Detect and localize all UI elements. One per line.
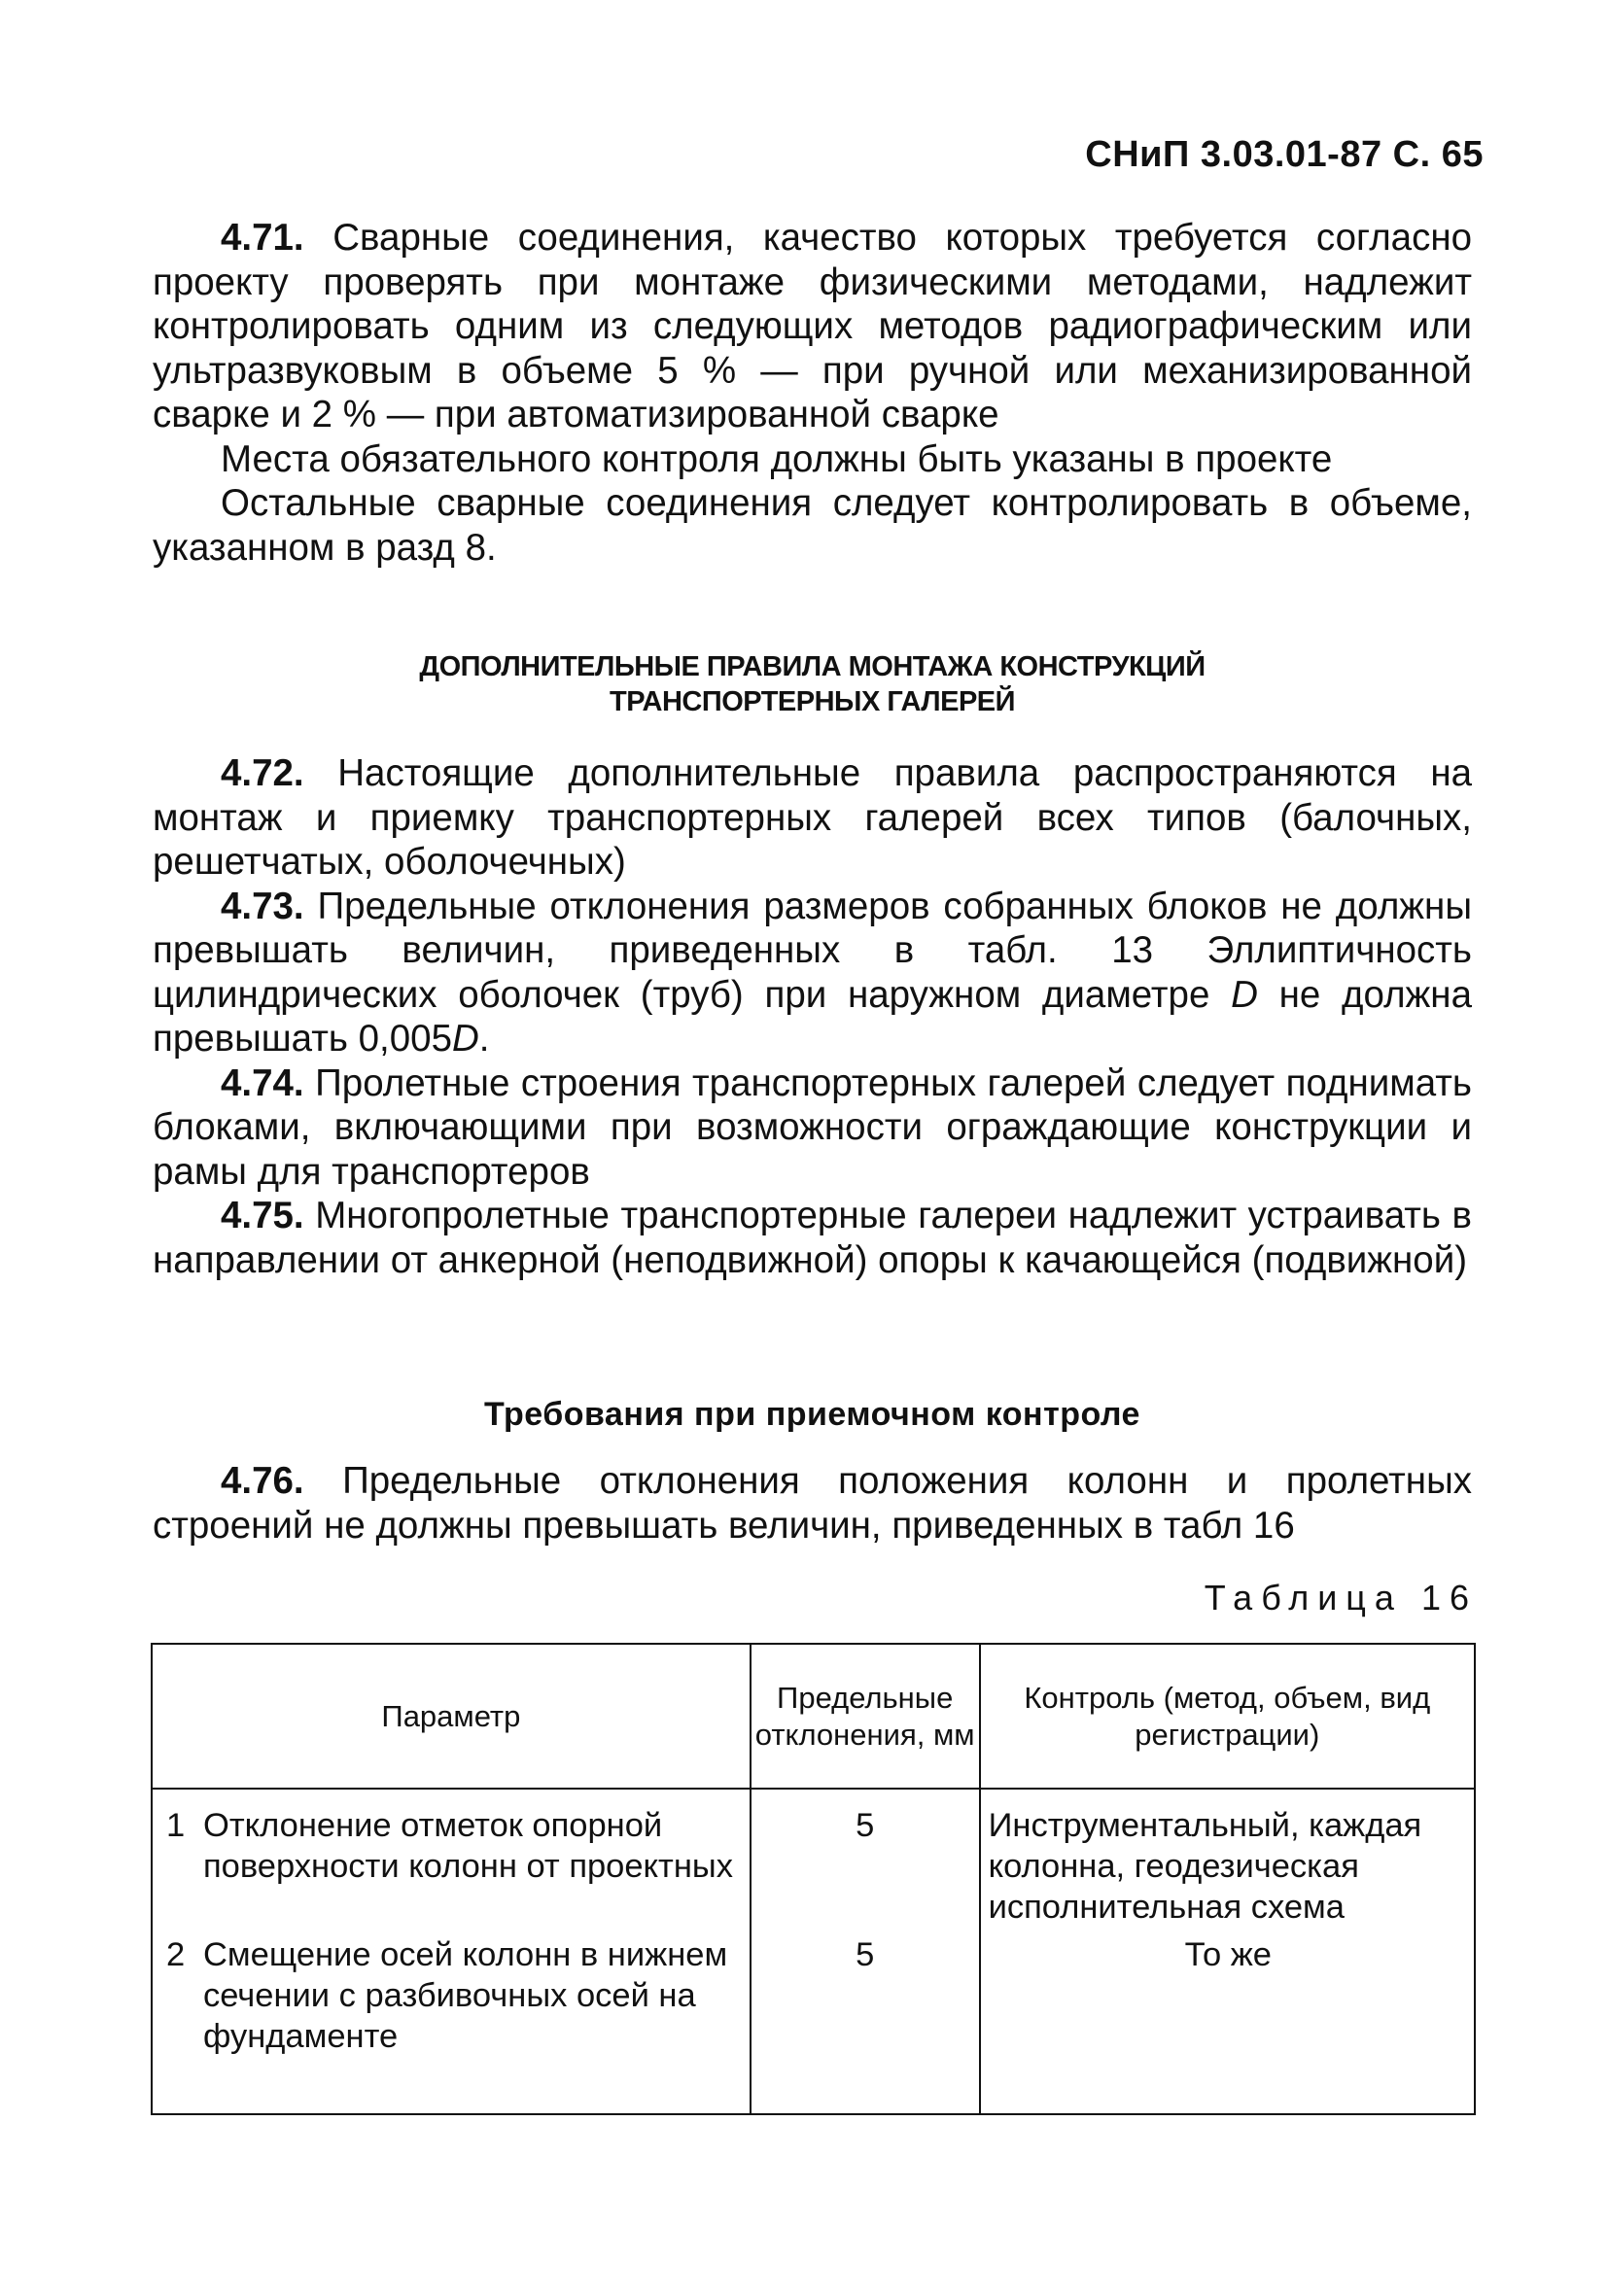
paragraph-text: Настоящие дополнительные правила распространяются на монтаж и приемку транспортерных галерей всех типов (балочных, решетчатых, оболочечных) <box>153 752 1472 883</box>
paragraph-text: . <box>478 1018 490 1060</box>
variable-d: D <box>1231 973 1258 1016</box>
paragraph-4-76 <box>153 1459 1472 1548</box>
row-index: 2 <box>166 1936 186 1973</box>
param-text: Смещение осей колонн в нижнем сечении с разбивочных осей на фундаменте <box>203 1936 728 2055</box>
paragraph-text: Остальные сварные соединения следует контролировать в объеме, указанном в разд 8. <box>153 482 1472 569</box>
paragraph-text: Многопролетные транспортерные галереи надлежит устраивать в направлении от анкерной (неподвижной) опоры к качающейся (подвижной) <box>153 1195 1472 1281</box>
clause-number: 4.76. <box>221 1460 304 1502</box>
row-index: 1 <box>166 1807 186 1844</box>
paragraph-text: Предельные отклонения положения колонн и пролетных строений не должны превышать величин, приведенных в табл 16 <box>153 1460 1472 1547</box>
header-control: Контроль (метод, объем, вид регистрации) <box>980 1644 1475 1789</box>
header-param: Параметр <box>152 1644 751 1789</box>
table-16 <box>151 1643 1476 2115</box>
paragraph-4-75 <box>153 1194 1472 1282</box>
clause-number: 4.71. <box>221 217 304 259</box>
table-row <box>152 1789 1475 1933</box>
paragraph-text: не должна превышать 0,005 <box>153 973 1472 1060</box>
paragraph-text: Предельные отклонения размеров собранных блоков не должны превышать величин, приведенных в табл. 13 Эллиптичность цилиндрических оболочек (труб) при наружном диаметре <box>153 885 1472 1016</box>
variable-d: D <box>451 1018 479 1060</box>
subheading: Требования при приемочном контроле <box>484 1396 1140 1433</box>
section-4-71 <box>153 216 1472 570</box>
paragraph-4-74 <box>153 1061 1472 1195</box>
paragraph-text: Места обязательного контроля должны быть указаны в проекте <box>221 437 1333 480</box>
running-head: СНиП 3.03.01-87 С. 65 <box>1085 134 1484 175</box>
paragraph-4-73 <box>153 885 1472 1061</box>
heading-line: ДОПОЛНИТЕЛЬНЫЕ ПРАВИЛА МОНТАЖА КОНСТРУКЦИЙ <box>419 651 1206 682</box>
table-header-row <box>152 1644 1475 1789</box>
table-row <box>152 1933 1475 2114</box>
clause-number: 4.72. <box>221 752 304 794</box>
paragraph-text: Пролетные строения транспортерных галерей следует поднимать блоками, включающими при возможности ограждающие конструкции и рамы для транспортеров <box>153 1061 1472 1193</box>
clause-number: 4.75. <box>221 1195 304 1236</box>
param-cell <box>152 1933 751 2114</box>
sections-4-72-4-75 <box>153 751 1472 1282</box>
paragraph-4-71 <box>153 216 1472 437</box>
param-cell <box>152 1789 751 1933</box>
clause-number: 4.73. <box>221 885 304 927</box>
control-cell: То же <box>980 1933 1475 2114</box>
header-deviation: Предельные отклонения, мм <box>751 1644 980 1789</box>
param-text: Отклонение отметок опорной поверхности колонн от проектных <box>203 1807 733 1885</box>
control-cell: Инструментальный, каждая колонна, геодезическая исполнительная схема <box>980 1789 1475 1933</box>
clause-number: 4.74. <box>221 1061 304 1104</box>
section-4-76 <box>153 1459 1472 1548</box>
deviation-cell: 5 <box>751 1933 980 2114</box>
paragraph-text: Сварные соединения, качество которых требуется согласно проекту проверять при монтаже физическими методами, надлежит контролировать одним из следующих методов радиографическим или ультразвуковым в объеме 5 % — при ручной или механизированной сварке и 2 % — при автоматизированной сварке <box>153 217 1472 435</box>
section-heading <box>153 649 1472 719</box>
deviation-cell: 5 <box>751 1789 980 1933</box>
heading-line: ТРАНСПОРТЕРНЫХ ГАЛЕРЕЙ <box>610 686 1015 717</box>
paragraph-4-72 <box>153 751 1472 885</box>
table-caption: Таблица 16 <box>1204 1578 1478 1618</box>
